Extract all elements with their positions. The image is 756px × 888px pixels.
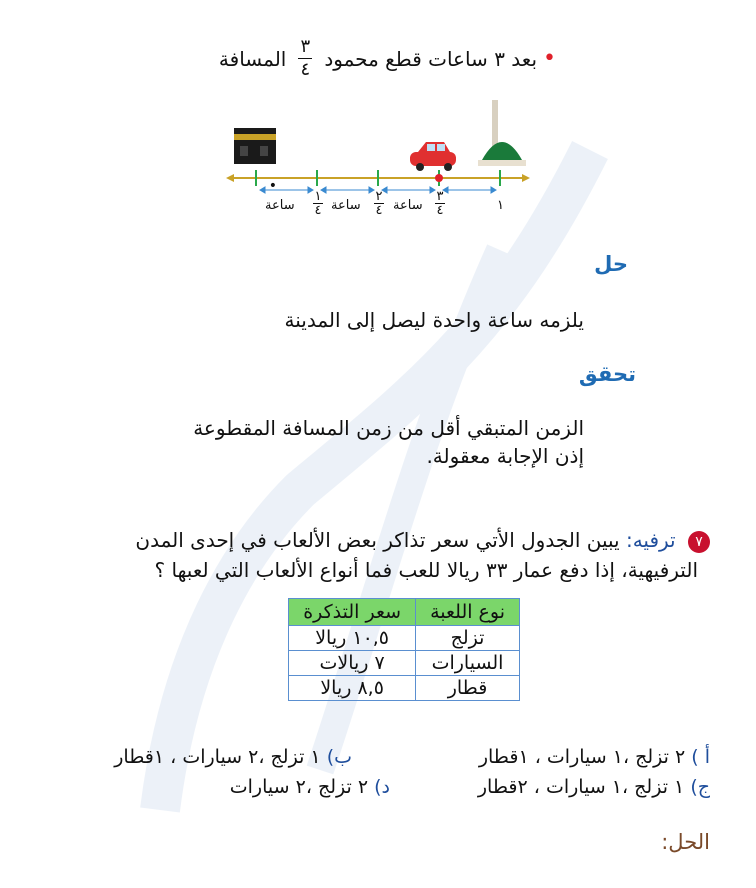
zero-dot: • (268, 178, 277, 194)
fraction-three-quarters-line: ٣ ٤ (436, 189, 444, 218)
cell-game: قطار (416, 676, 520, 701)
bullet-icon: • (543, 46, 556, 71)
fraction-numerator: ٣ (300, 36, 311, 57)
cell-price: ١٠,٥ ريالا (289, 626, 416, 651)
header-game-type: نوع اللعبة (416, 599, 520, 626)
cell-game: تزلج (416, 626, 520, 651)
final-solution-label: الحل: (661, 830, 710, 854)
cell-price: ٨,٥ ريالا (289, 676, 416, 701)
interval-label-3: ساعة (393, 198, 423, 213)
question-line-1 (135, 528, 710, 553)
verify-line-1: الزمن المتبقي أقل من زمن المسافة المقطوعة (193, 416, 584, 440)
option-c-text: ١ تزلج ،١ سيارات ، ٢قطار (477, 776, 685, 798)
question-line-2: الترفيهية، إذا دفع عمار ٣٣ ريالا للعب فما أنواع الألعاب التي لعبها ؟ (154, 558, 698, 582)
fraction-quarter: ١ ٤ (314, 189, 322, 218)
kaaba-icon (234, 128, 276, 164)
question-title: ترفيه: (625, 528, 676, 552)
statement-text-after: المسافة (218, 46, 287, 71)
option-a-text: ٢ تزلج ،١ سيارات ، ١قطار (478, 746, 686, 768)
question-number-badge: ٧ (688, 531, 710, 553)
fraction-denominator: ٤ (300, 59, 311, 80)
interval-label-1: ساعة (265, 198, 295, 213)
question-text-1: يبين الجدول الأتي سعر تذاكر بعض الألعاب في إحدى المدن (135, 528, 620, 552)
cell-price: ٧ ريالات (289, 651, 416, 676)
position-marker (435, 174, 443, 182)
solution-text: يلزمه ساعة واحدة ليصل إلى المدينة (284, 308, 584, 332)
option-b-label: ب) (326, 746, 352, 768)
solution-heading: حل (594, 252, 628, 276)
watermark (120, 130, 640, 830)
fraction-three-quarters (298, 38, 312, 79)
table-row (289, 626, 520, 651)
option-b[interactable] (114, 746, 352, 768)
verify-heading: تحقق (578, 362, 636, 386)
distance-statement (219, 38, 556, 79)
verify-line-2: إذن الإجابة معقولة. (426, 444, 584, 468)
option-a[interactable] (479, 746, 710, 768)
option-b-text: ١ تزلج ،٢ سيارات ، ١قطار (114, 746, 321, 768)
ticket-price-table (288, 598, 520, 701)
option-a-label: أ ) (691, 746, 710, 768)
option-d-text: ٢ تزلج ،٢ سيارات (229, 776, 369, 798)
option-c[interactable] (478, 776, 710, 798)
cell-game: السيارات (416, 651, 520, 676)
statement-text-before: بعد ٣ ساعات قطع محمود (324, 46, 538, 71)
fraction-half: ٢ ٤ (375, 189, 383, 218)
option-d[interactable] (230, 776, 390, 798)
header-ticket-price: سعر التذكرة (289, 599, 416, 626)
option-c-label: ج) (690, 776, 710, 798)
axis-arrow-right (522, 174, 530, 182)
car-icon (410, 142, 456, 171)
interval-label-2: ساعة (331, 198, 361, 213)
mosque-icon (478, 100, 526, 166)
table-row (289, 651, 520, 676)
table-header-row (289, 599, 520, 626)
label-one: ١ (497, 198, 504, 213)
option-d-label: د) (374, 776, 390, 798)
axis-arrow-left (226, 174, 234, 182)
table-row (289, 676, 520, 701)
